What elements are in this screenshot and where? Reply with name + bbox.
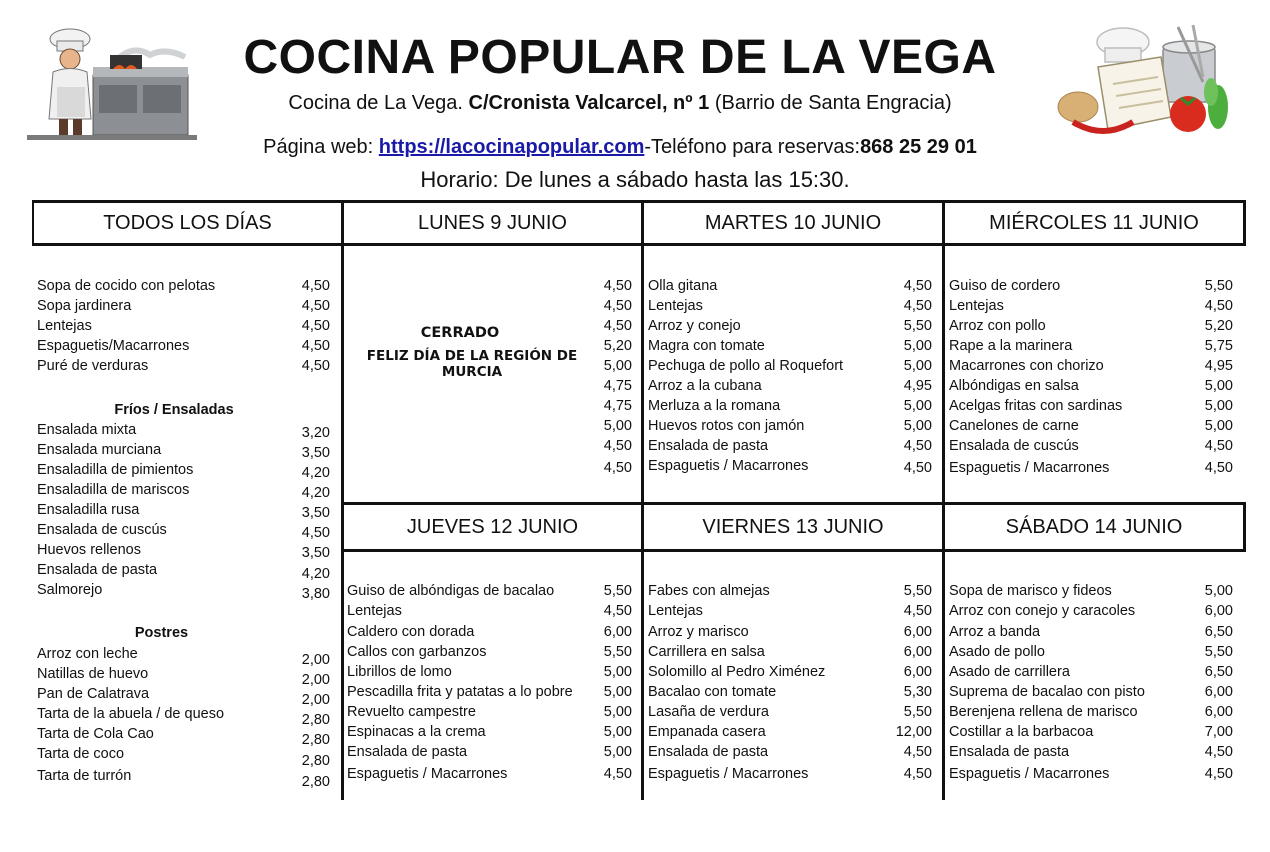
menu-price: 5,75 xyxy=(1204,338,1233,354)
menu-price: 6,00 xyxy=(1204,704,1233,720)
menu-item: Carrillera en salsa xyxy=(648,644,765,660)
menu-price: 5,00 xyxy=(603,704,632,720)
section-heading-postres: Postres xyxy=(134,625,189,641)
menu-price: 3,50 xyxy=(301,545,330,561)
menu-item: Callos con garbanzos xyxy=(347,644,487,660)
heading-viernes: VIERNES 13 JUNIO xyxy=(702,516,884,538)
street-address: C/Cronista Valcarcel, nº 1 xyxy=(468,92,710,114)
heading-jueves: JUEVES 12 JUNIO xyxy=(406,516,579,538)
menu-item: Fabes con almejas xyxy=(648,583,770,599)
restaurant-title: COCINA POPULAR DE LA VEGA xyxy=(243,31,997,84)
table-line-right-header xyxy=(1243,200,1246,246)
menu-item: Ensaladilla de pimientos xyxy=(37,462,194,478)
menu-item: Pechuga de pollo al Roquefort xyxy=(648,358,844,374)
menu-item: Arroz con conejo y caracoles xyxy=(949,603,1136,619)
menu-price: 4,50 xyxy=(903,744,932,760)
menu-price: 5,00 xyxy=(1204,398,1233,414)
closed-label: CERRADO xyxy=(420,325,500,341)
menu-item: Asado de carrillera xyxy=(949,664,1070,680)
menu-price: 5,00 xyxy=(603,418,632,434)
menu-item: Espaguetis / Macarrones xyxy=(347,766,508,782)
menu-item: Asado de pollo xyxy=(949,644,1045,660)
menu-price: 5,00 xyxy=(903,338,932,354)
menu-item: Espaguetis / Macarrones xyxy=(949,460,1110,476)
menu-price: 6,00 xyxy=(1204,603,1233,619)
menu-price: 2,00 xyxy=(301,692,330,708)
menu-price: 4,50 xyxy=(1204,766,1233,782)
menu-price: 3,80 xyxy=(301,586,330,602)
menu-price: 2,00 xyxy=(301,672,330,688)
menu-price: 5,50 xyxy=(603,583,632,599)
menu-item: Ensalada de pasta xyxy=(37,562,158,578)
menu-item: Ensalada de cuscús xyxy=(949,438,1079,454)
menu-item: Sopa jardinera xyxy=(37,298,132,314)
menu-item: Huevos rotos con jamón xyxy=(648,418,805,434)
holiday-label: FELIZ DÍA DE LA REGIÓN DE MURCIA xyxy=(366,348,578,380)
menu-price: 4,50 xyxy=(1204,298,1233,314)
table-line-right-mid xyxy=(1243,502,1246,552)
menu-item: Ensaladilla rusa xyxy=(37,502,140,518)
menu-price: 5,00 xyxy=(903,418,932,434)
menu-price: 4,20 xyxy=(301,485,330,501)
menu-price: 4,50 xyxy=(603,298,632,314)
menu-item: Lentejas xyxy=(648,298,703,314)
menu-price: 4,50 xyxy=(603,460,632,476)
menu-price: 2,00 xyxy=(301,652,330,668)
menu-price: 4,50 xyxy=(903,460,932,476)
menu-price: 5,00 xyxy=(903,358,932,374)
menu-item: Lentejas xyxy=(347,603,402,619)
menu-price: 5,50 xyxy=(903,318,932,334)
menu-price: 12,00 xyxy=(895,724,932,740)
menu-item: Puré de verduras xyxy=(37,358,149,374)
phone-number: 868 25 29 01 xyxy=(860,136,977,158)
menu-item: Sopa de cocido con pelotas xyxy=(37,278,216,294)
menu-price: 6,00 xyxy=(603,624,632,640)
menu-price: 2,80 xyxy=(301,732,330,748)
menu-item: Arroz y conejo xyxy=(648,318,741,334)
menu-price: 5,00 xyxy=(603,684,632,700)
menu-price: 4,50 xyxy=(903,603,932,619)
menu-item: Librillos de lomo xyxy=(347,664,452,680)
menu-price: 4,75 xyxy=(603,378,632,394)
menu-price: 6,50 xyxy=(1204,624,1233,640)
menu-price: 4,50 xyxy=(903,298,932,314)
menu-item: Lentejas xyxy=(648,603,703,619)
menu-item: Espinacas a la crema xyxy=(347,724,486,740)
menu-price: 3,20 xyxy=(301,425,330,441)
heading-sabado: SÁBADO 14 JUNIO xyxy=(1005,516,1183,538)
menu-item: Olla gitana xyxy=(648,278,718,294)
menu-price: 5,20 xyxy=(1204,318,1233,334)
table-line-col-2 xyxy=(641,200,644,800)
table-line-col-3 xyxy=(942,200,945,800)
menu-item: Acelgas fritas con sardinas xyxy=(949,398,1123,414)
table-line-col-1 xyxy=(341,200,344,800)
menu-price: 4,75 xyxy=(603,398,632,414)
menu-price: 4,50 xyxy=(1204,744,1233,760)
menu-item: Ensalada de pasta xyxy=(648,744,769,760)
menu-price: 4,50 xyxy=(301,298,330,314)
menu-item: Espaguetis / Macarrones xyxy=(648,766,809,782)
menu-price: 6,50 xyxy=(1204,664,1233,680)
menu-item: Salmorejo xyxy=(37,582,103,598)
menu-price: 4,50 xyxy=(301,338,330,354)
menu-item: Bacalao con tomate xyxy=(648,684,777,700)
menu-price: 5,50 xyxy=(603,644,632,660)
menu-item: Lasaña de verdura xyxy=(648,704,769,720)
menu-item: Ensalada de pasta xyxy=(648,438,769,454)
menu-price: 6,00 xyxy=(1204,684,1233,700)
menu-price: 6,00 xyxy=(903,664,932,680)
menu-item: Sopa de marisco y fideos xyxy=(949,583,1112,599)
menu-price: 4,20 xyxy=(301,465,330,481)
heading-miercoles: MIÉRCOLES 11 JUNIO xyxy=(989,212,1199,234)
menu-price: 5,00 xyxy=(1204,583,1233,599)
address-line xyxy=(0,92,1240,115)
menu-price: 4,50 xyxy=(903,278,932,294)
menu-price: 4,50 xyxy=(903,438,932,454)
menu-item: Costillar a la barbacoa xyxy=(949,724,1094,740)
menu-price: 4,50 xyxy=(603,603,632,619)
menu-price: 5,00 xyxy=(603,744,632,760)
opening-hours: Horario: De lunes a sábado hasta las 15:30. xyxy=(420,167,850,192)
menu-item: Huevos rellenos xyxy=(37,542,141,558)
menu-price: 4,50 xyxy=(301,358,330,374)
menu-item: Guiso de cordero xyxy=(949,278,1061,294)
website-link[interactable]: https://lacocinapopular.com xyxy=(378,136,645,158)
menu-price: 4,50 xyxy=(603,766,632,782)
menu-price: 4,50 xyxy=(1204,438,1233,454)
menu-price: 4,95 xyxy=(1204,358,1233,374)
menu-price: 2,80 xyxy=(301,712,330,728)
table-line-mid-bottom xyxy=(341,549,1246,552)
menu-price: 4,50 xyxy=(301,278,330,294)
menu-price: 4,50 xyxy=(603,318,632,334)
heading-todos-los-dias: TODOS LOS DÍAS xyxy=(103,212,272,234)
menu-item: Revuelto campestre xyxy=(347,704,476,720)
menu-item: Arroz con pollo xyxy=(949,318,1046,334)
menu-item: Canelones de carne xyxy=(949,418,1079,434)
menu-item: Merluza a la romana xyxy=(648,398,781,414)
menu-price: 4,50 xyxy=(1204,460,1233,476)
menu-price: 3,50 xyxy=(301,445,330,461)
menu-item: Caldero con dorada xyxy=(347,624,475,640)
menu-price: 4,50 xyxy=(301,525,330,541)
menu-item: Arroz y marisco xyxy=(648,624,749,640)
menu-price: 3,50 xyxy=(301,505,330,521)
menu-price: 5,20 xyxy=(603,338,632,354)
menu-price: 6,00 xyxy=(903,644,932,660)
menu-item: Suprema de bacalao con pisto xyxy=(949,684,1145,700)
menu-item: Ensalada de cuscús xyxy=(37,522,167,538)
menu-price: 4,50 xyxy=(903,766,932,782)
menu-item: Espaguetis/Macarrones xyxy=(37,338,190,354)
menu-item: Ensaladilla de mariscos xyxy=(37,482,190,498)
menu-item: Lentejas xyxy=(949,298,1004,314)
menu-item: Ensalada de pasta xyxy=(949,744,1070,760)
menu-price: 5,00 xyxy=(603,358,632,374)
menu-item: Tarta de la abuela / de queso xyxy=(37,706,225,722)
menu-item: Berenjena rellena de marisco xyxy=(949,704,1138,720)
menu-price: 5,00 xyxy=(603,664,632,680)
menu-item: Tarta de coco xyxy=(37,746,125,762)
table-line-mid-top xyxy=(341,502,1246,505)
menu-price: 6,00 xyxy=(903,624,932,640)
menu-price: 5,00 xyxy=(903,398,932,414)
menu-price: 4,20 xyxy=(301,566,330,582)
menu-item: Pan de Calatrava xyxy=(37,686,150,702)
menu-price: 2,80 xyxy=(301,774,330,790)
menu-item: Espaguetis / Macarrones xyxy=(949,766,1110,782)
menu-item: Arroz a banda xyxy=(949,624,1041,640)
phone-label: -Teléfono para reservas: xyxy=(644,136,861,158)
menu-price: 5,50 xyxy=(1204,278,1233,294)
web-label: Página web: xyxy=(263,136,379,158)
menu-item: Guiso de albóndigas de bacalao xyxy=(347,583,555,599)
menu-price: 2,80 xyxy=(301,753,330,769)
menu-price: 5,50 xyxy=(903,583,932,599)
menu-item: Natillas de huevo xyxy=(37,666,149,682)
menu-price: 5,00 xyxy=(1204,418,1233,434)
menu-item: Albóndigas en salsa xyxy=(949,378,1079,394)
menu-item: Macarrones con chorizo xyxy=(949,358,1104,374)
menu-item: Tarta de turrón xyxy=(37,768,132,784)
menu-price: 5,50 xyxy=(1204,644,1233,660)
menu-item: Solomillo al Pedro Ximénez xyxy=(648,664,826,680)
menu-price: 4,95 xyxy=(903,378,932,394)
menu-price: 5,50 xyxy=(903,704,932,720)
menu-price: 4,50 xyxy=(603,438,632,454)
menu-item: Tarta de Cola Cao xyxy=(37,726,154,742)
heading-lunes: LUNES 9 JUNIO xyxy=(418,212,567,234)
address-prefix: Cocina de La Vega. xyxy=(288,92,469,114)
contact-line xyxy=(0,136,1240,159)
menu-item: Empanada casera xyxy=(648,724,766,740)
menu-item: Rape a la marinera xyxy=(949,338,1073,354)
menu-price: 4,50 xyxy=(603,278,632,294)
menu-price: 5,00 xyxy=(1204,378,1233,394)
menu-item: Arroz con leche xyxy=(37,646,138,662)
menu-item: Ensalada mixta xyxy=(37,422,137,438)
address-suffix: (Barrio de Santa Engracia) xyxy=(709,92,952,114)
heading-martes: MARTES 10 JUNIO xyxy=(704,212,882,234)
menu-price: 4,50 xyxy=(301,318,330,334)
menu-item: Pescadilla frita y patatas a lo pobre xyxy=(347,684,573,700)
menu-item: Ensalada de pasta xyxy=(347,744,468,760)
menu-item: Espaguetis / Macarrones xyxy=(648,458,809,474)
section-heading-frios: Fríos / Ensaladas xyxy=(114,402,234,418)
menu-price: 5,00 xyxy=(603,724,632,740)
menu-item: Ensalada murciana xyxy=(37,442,162,458)
menu-price: 7,00 xyxy=(1204,724,1233,740)
menu-item: Lentejas xyxy=(37,318,92,334)
menu-item: Magra con tomate xyxy=(648,338,765,354)
menu-item: Arroz a la cubana xyxy=(648,378,762,394)
menu-price: 5,30 xyxy=(903,684,932,700)
